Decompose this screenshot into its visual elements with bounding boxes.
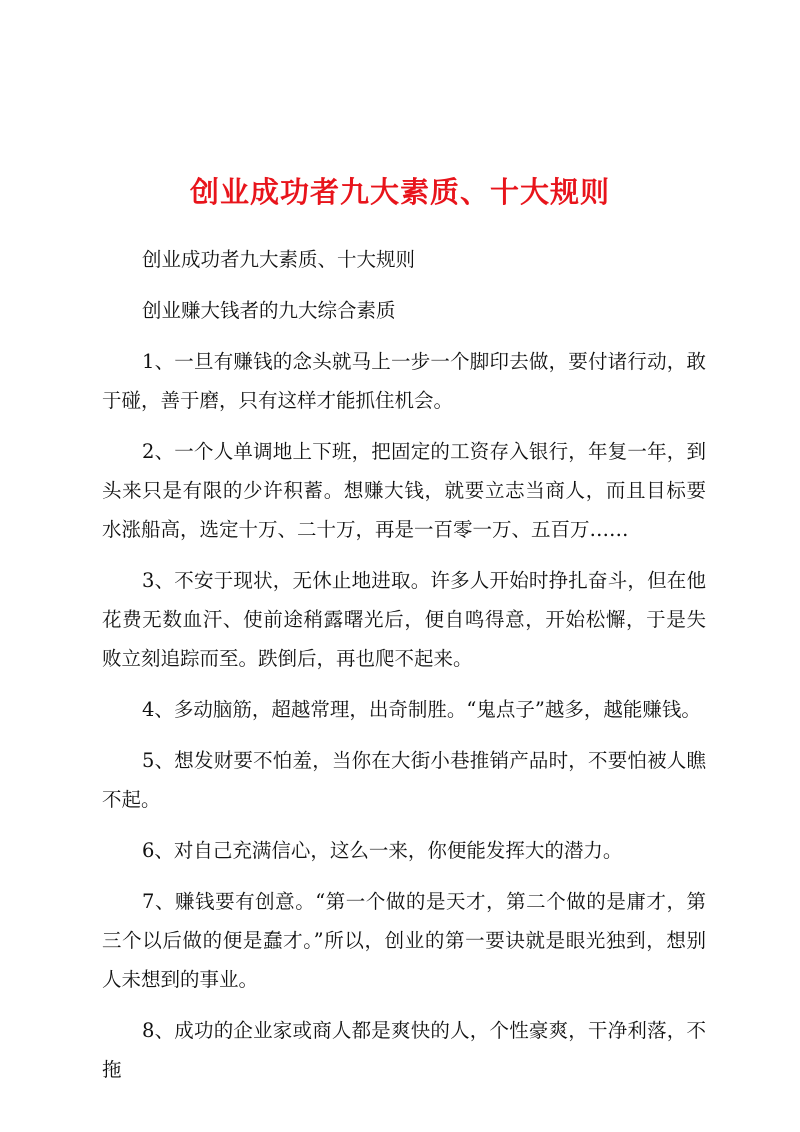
paragraph-item-2: 2、一个人单调地上下班，把固定的工资存入银行，年复一年，到头来只是有限的少许积蓄。想赚大钱，就要立志当商人，而且目标要水涨船高，选定十万、二十万，再是一百零一万、五百万…… (102, 440, 706, 541)
paragraph-item-4: 4、多动脑筋，超越常理，出奇制胜。“鬼点子”越多，越能赚钱。 (142, 698, 701, 721)
paragraph-item-7: 7、赚钱要有创意。“第一个做的是天才，第二个做的是庸才，第三个以后做的便是蠢才。”所以，创业的第一要诀就是眼光独到，想别人未想到的事业。 (102, 890, 706, 991)
paragraph-item-6: 6、对自己充满信心，这么一来，你便能发挥大的潜力。 (142, 839, 623, 862)
paragraph-section-heading: 创业赚大钱者的九大综合素质 (142, 299, 396, 322)
document-title: 创业成功者九大素质、十大规则 (189, 175, 610, 209)
document-body (102, 240, 706, 1101)
paragraph-item-5: 5、想发财要不怕羞，当你在大街小巷推销产品时，不要怕被人瞧不起。 (102, 749, 706, 811)
paragraph-item-3: 3、不安于现状，无休止地进取。许多人开始时挣扎奋斗，但在他花费无数血汗、使前途稍露曙光后，便自鸣得意，开始松懈，于是失败立刻追踪而至。跌倒后，再也爬不起来。 (102, 569, 706, 670)
paragraph-subtitle: 创业成功者九大素质、十大规则 (142, 248, 416, 271)
paragraph-item-1: 1、一旦有赚钱的念头就马上一步一个脚印去做，要付诸行动，敢于碰，善于磨，只有这样才能抓住机会。 (102, 350, 706, 412)
paragraph-item-8: 8、成功的企业家或商人都是爽快的人，个性豪爽，干净利落，不拖 (102, 1019, 706, 1081)
